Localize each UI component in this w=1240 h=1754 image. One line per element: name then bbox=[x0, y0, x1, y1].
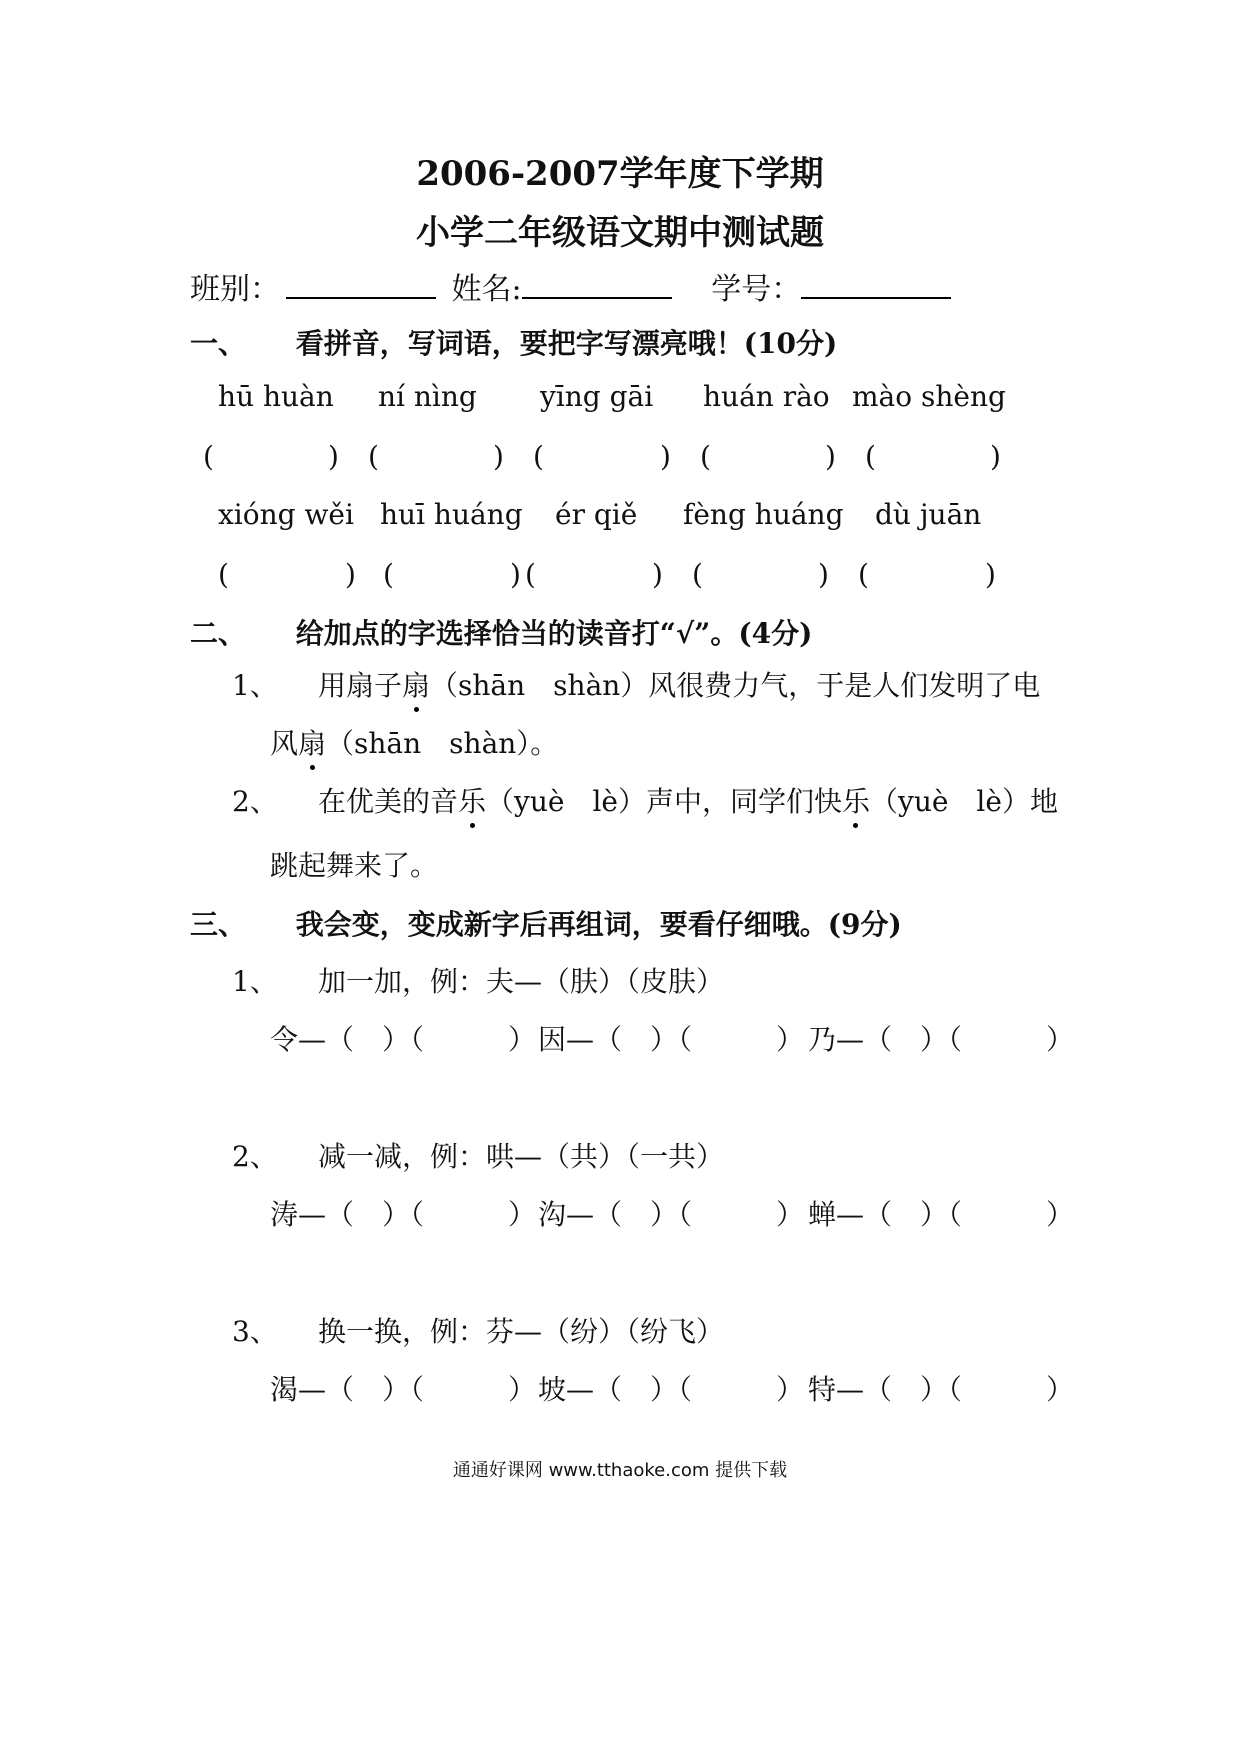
question-3-3-item-1: 渴—（ ）（ ） bbox=[270, 1373, 537, 1406]
pinyin-2-1: xióng wěi bbox=[218, 498, 354, 531]
answer-2-3-close: ) bbox=[652, 558, 663, 591]
question-3-3-item-2: 坡—（ ）（ ） bbox=[538, 1373, 805, 1406]
pinyin-2-2: huī huáng bbox=[380, 498, 523, 531]
question-2-1-text: 用扇子扇（shān shàn）风很费力气，于是人们发明了电 bbox=[318, 664, 1040, 704]
section1-title: 看拼音，写词语，要把字写漂亮哦！(10分) bbox=[295, 327, 838, 360]
question-3-1-item-3: 乃—（ ）（ ） bbox=[808, 1023, 1075, 1056]
section2-title: 给加点的字选择恰当的读音打“√”。(4分) bbox=[295, 617, 813, 650]
answer-1-5-open: ( bbox=[865, 440, 876, 473]
answer-1-2-open: ( bbox=[368, 440, 379, 473]
question-3-2-item-3: 蝉—（ ）（ ） bbox=[808, 1198, 1075, 1231]
answer-1-5-close: ) bbox=[990, 440, 1001, 473]
answer-2-4-close: ) bbox=[818, 558, 829, 591]
question-3-1-item-1: 令—（ ）（ ） bbox=[270, 1023, 537, 1056]
dotted-character: 扇 bbox=[402, 664, 430, 704]
pinyin-2-5: dù juān bbox=[875, 498, 982, 531]
dotted-character: 乐 bbox=[458, 780, 486, 820]
question-2-2-text: 在优美的音乐（yuè lè）声中，同学们快乐（yuè lè）地 bbox=[318, 780, 1058, 820]
section2-heading bbox=[190, 612, 812, 652]
answer-1-2-close: ) bbox=[493, 440, 504, 473]
answer-1-4-open: ( bbox=[700, 440, 711, 473]
pinyin-1-4: huán rào bbox=[703, 380, 830, 413]
pinyin-1-2: ní nìng bbox=[378, 380, 477, 413]
class-field[interactable] bbox=[286, 271, 436, 299]
dotted-character: 扇 bbox=[298, 722, 326, 762]
question-3-1-number: 1、 bbox=[232, 965, 278, 998]
question-3-2-example: 减一减，例：哄—（共）（一共） bbox=[318, 1140, 725, 1173]
answer-1-1-close: ) bbox=[328, 440, 339, 473]
question-3-2-item-2: 沟—（ ）（ ） bbox=[538, 1198, 805, 1231]
class-label: 班别： bbox=[190, 272, 280, 307]
section3-title: 我会变，变成新字后再组词，要看仔细哦。(9分) bbox=[295, 908, 902, 941]
answer-1-4-close: ) bbox=[825, 440, 836, 473]
answer-2-1-close: ) bbox=[345, 558, 356, 591]
question-2-1-number: 1、 bbox=[232, 669, 278, 702]
answer-2-5-open: ( bbox=[858, 558, 869, 591]
page-footer: 通通好课网 www.tthaoke.com 提供下载 bbox=[452, 1460, 788, 1481]
answer-2-3-open: ( bbox=[525, 558, 536, 591]
section3-heading bbox=[190, 903, 902, 943]
question-2-2-number: 2、 bbox=[232, 785, 278, 818]
answer-2-4-open: ( bbox=[692, 558, 703, 591]
question-2-1-line2: 风扇（shān shàn）。 bbox=[270, 722, 558, 762]
answer-2-1-open: ( bbox=[218, 558, 229, 591]
question-3-3-item-3: 特—（ ）（ ） bbox=[808, 1373, 1075, 1406]
pinyin-2-4: fèng huáng bbox=[683, 498, 844, 531]
question-3-3-example: 换一换，例：芬—（纷）（纷飞） bbox=[318, 1315, 725, 1348]
name-label: 姓名: bbox=[451, 272, 522, 307]
page-subtitle: 小学二年级语文期中测试题 bbox=[416, 213, 824, 253]
question-3-1-example: 加一加，例：夫—（肤）（皮肤） bbox=[318, 965, 725, 998]
answer-1-3-close: ) bbox=[660, 440, 671, 473]
answer-2-5-close: ) bbox=[985, 558, 996, 591]
section1-number: 一、 bbox=[190, 327, 247, 360]
pinyin-1-1: hū huàn bbox=[218, 380, 334, 413]
answer-2-2-close: ) bbox=[510, 558, 521, 591]
question-3-3-number: 3、 bbox=[232, 1315, 278, 1348]
question-3-2-item-1: 涛—（ ）（ ） bbox=[270, 1198, 537, 1231]
question-2-2-line2: 跳起舞来了。 bbox=[270, 849, 439, 882]
question-3-1-item-2: 因—（ ）（ ） bbox=[538, 1023, 805, 1056]
answer-1-3-open: ( bbox=[533, 440, 544, 473]
answer-1-1-open: ( bbox=[203, 440, 214, 473]
student-number-label: 学号： bbox=[711, 272, 802, 307]
name-field[interactable] bbox=[522, 271, 672, 299]
pinyin-1-5: mào shèng bbox=[852, 380, 1006, 413]
answer-2-2-open: ( bbox=[383, 558, 394, 591]
section3-number: 三、 bbox=[190, 908, 247, 941]
pinyin-2-3: ér qiě bbox=[555, 498, 638, 531]
section1-heading bbox=[190, 322, 837, 362]
section2-number: 二、 bbox=[190, 617, 247, 650]
student-info-row bbox=[190, 264, 951, 308]
question-3-2-number: 2、 bbox=[232, 1140, 278, 1173]
pinyin-1-3: yīng gāi bbox=[540, 380, 654, 413]
page-title: 2006-2007学年度下学期 bbox=[416, 154, 824, 194]
dotted-character: 乐 bbox=[842, 780, 870, 820]
student-number-field[interactable] bbox=[801, 271, 951, 299]
